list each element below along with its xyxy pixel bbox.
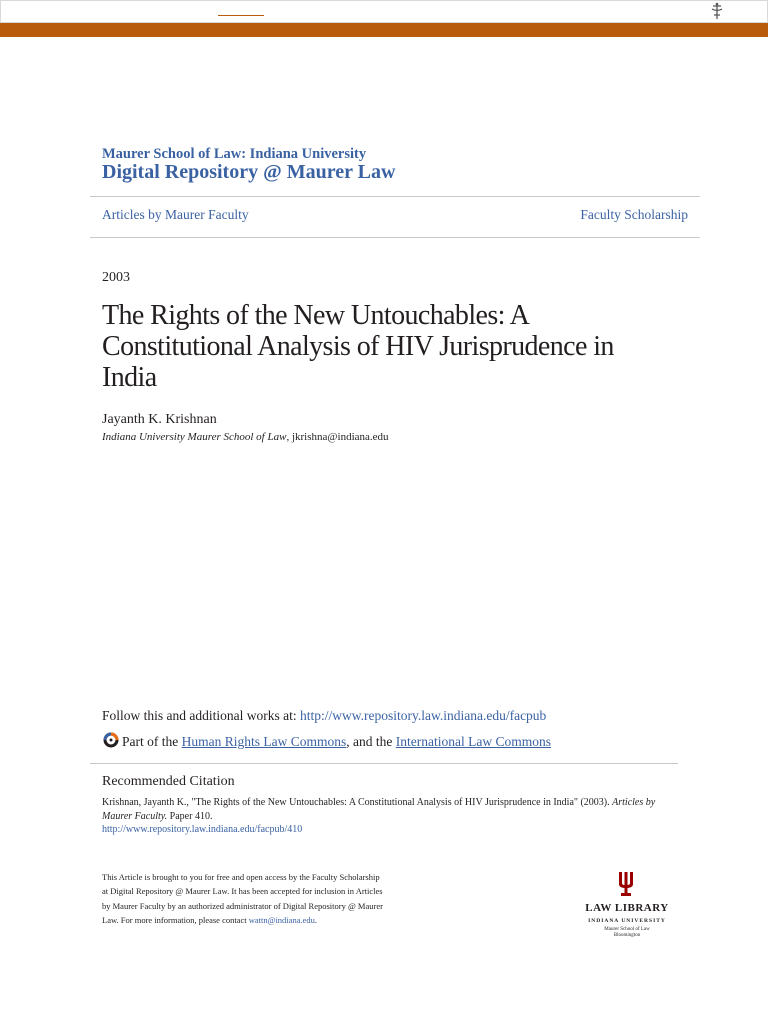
- citation-text: [102, 796, 672, 824]
- logo-subtitle: INDIANA UNIVERSITY: [588, 918, 666, 924]
- institution-link[interactable]: Maurer School of Law: Indiana University: [102, 146, 367, 162]
- top-bar-strip: [0, 0, 768, 23]
- repository-logo-icon[interactable]: [710, 2, 724, 20]
- access-notice-end: .: [314, 914, 317, 925]
- law-library-logo: [582, 870, 672, 942]
- top-bar-underline: [218, 15, 264, 16]
- top-bar-accent: [0, 23, 768, 37]
- international-law-commons-link[interactable]: International Law Commons: [395, 734, 551, 749]
- logo-school-line: Bloomington: [613, 933, 641, 938]
- divider: [90, 763, 678, 764]
- citation-plain: Krishnan, Jayanth K., "The Rights of the New Untouchables: A Constitutional Analysis of HIV Jurisprudence in India" (2003).: [102, 797, 613, 808]
- citation-series: Articles by Maurer Faculty.: [102, 797, 656, 822]
- iu-trident-icon: [615, 870, 637, 896]
- human-rights-commons-link[interactable]: Human Rights Law Commons: [181, 734, 347, 749]
- follow-line: [102, 708, 546, 724]
- nav-articles-link[interactable]: Articles by Maurer Faculty: [102, 207, 249, 222]
- publication-year: 2003: [102, 270, 130, 285]
- logo-title: LAW LIBRARY: [585, 902, 669, 914]
- recommended-citation-heading: Recommended Citation: [102, 774, 235, 789]
- author-affiliation: Indiana University Maurer School of Law, jkrishna@indiana.edu: [102, 431, 389, 443]
- citation-url-link[interactable]: http://www.repository.law.indiana.edu/facpub/410: [102, 824, 303, 835]
- divider: [90, 237, 700, 238]
- author-name: Jayanth K. Krishnan: [102, 412, 217, 427]
- commons-network-icon: [102, 731, 120, 749]
- affiliation-name: Indiana University Maurer School of Law: [102, 431, 287, 443]
- logo-school-line: Maurer School of Law: [604, 927, 650, 932]
- access-notice: [102, 870, 387, 927]
- top-bar: [0, 0, 768, 37]
- access-notice-text: This Article is brought to you for free and open access by the Faculty Scholarship at Digital Repository @ Maurer Law. It has been accepted for inclusion in Articles by Maurer Faculty by an authorized administrator of Digital Repository @ Maurer Law. For more information, please contact: [102, 872, 383, 925]
- follow-prefix: Follow this and additional works at:: [102, 708, 300, 723]
- part-of-middle: , and the: [346, 734, 396, 749]
- citation-paper: Paper 410.: [167, 811, 213, 822]
- part-of-line: [102, 731, 551, 750]
- facpub-link[interactable]: http://www.repository.law.indiana.edu/facpub: [300, 708, 547, 723]
- repository-link[interactable]: Digital Repository @ Maurer Law: [102, 161, 396, 183]
- logo-school: [582, 927, 672, 939]
- nav-faculty-scholarship-link[interactable]: Faculty Scholarship: [580, 207, 688, 222]
- contact-email-link[interactable]: wattn@indiana.edu: [248, 914, 315, 925]
- part-of-prefix: Part of the: [122, 734, 182, 749]
- author-email: jkrishna@indiana.edu: [291, 431, 389, 443]
- divider: [90, 196, 700, 197]
- article-title: The Rights of the New Untouchables: A Constitutional Analysis of HIV Jurisprudence in India: [102, 300, 614, 393]
